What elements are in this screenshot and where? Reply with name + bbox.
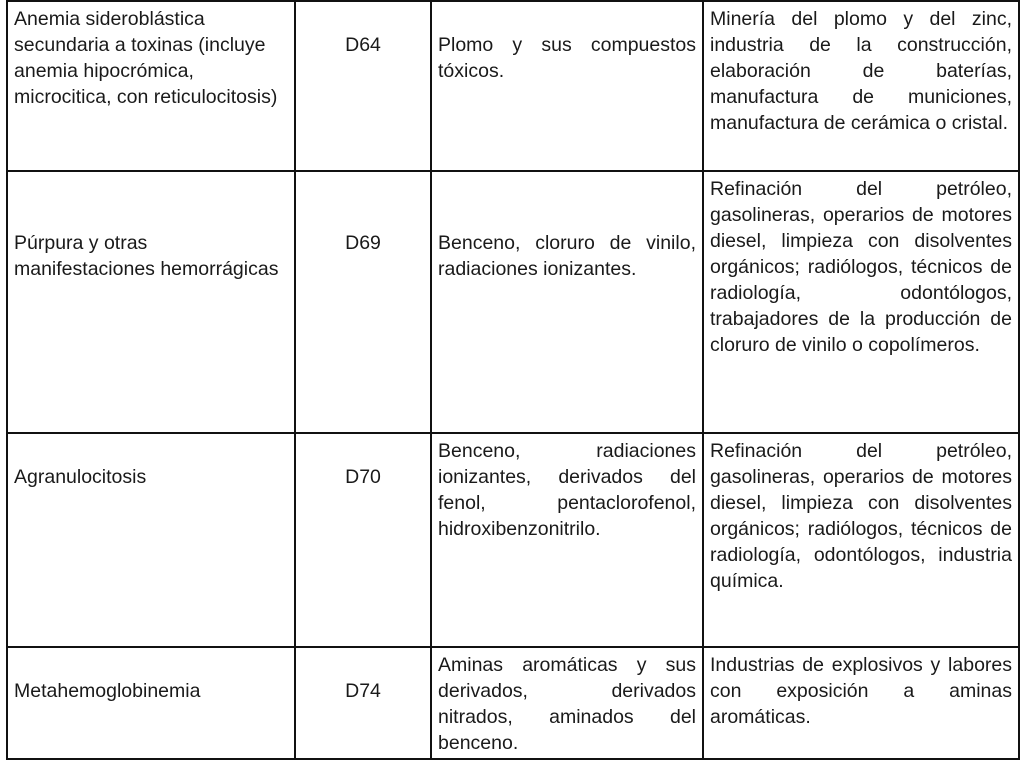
code-cell	[295, 647, 431, 759]
code-cell	[295, 171, 431, 433]
occupations-text: Minería del plomo y del zinc, industria de la construcción, elaboración de baterías, manufactura de municiones, manufactura de cerámica o cristal.	[710, 8, 1012, 134]
occupations-cell	[703, 171, 1019, 433]
icd-code: D64	[345, 34, 381, 56]
causal-agent: Aminas aromáticas y sus derivados, derivados nitrados, aminados del benceno.	[438, 654, 696, 754]
disease-name: Agranulocitosis	[14, 466, 147, 488]
disease-cell	[7, 647, 295, 759]
disease-name: Púrpura y otras manifestaciones hemorrágicas	[14, 232, 279, 280]
agent-cell	[431, 433, 703, 647]
occupational-disease-table	[6, 0, 1020, 760]
occupations-cell	[703, 647, 1019, 759]
occupations-cell	[703, 433, 1019, 647]
disease-cell	[7, 1, 295, 171]
causal-agent: Benceno, radiaciones ionizantes, derivados del fenol, pentaclorofenol, hidroxibenzonitrilo.	[438, 440, 696, 540]
code-cell	[295, 433, 431, 647]
agent-cell	[431, 171, 703, 433]
disease-name: Anemia sideroblástica secundaria a toxinas (incluye anemia hipocrómica, microcitica, con reticulocitosis)	[14, 8, 278, 108]
table-row	[7, 647, 1019, 759]
occupations-text: Industrias de explosivos y labores con exposición a aminas aromáticas.	[710, 654, 1012, 728]
disease-cell	[7, 171, 295, 433]
agent-cell	[431, 1, 703, 171]
table-row	[7, 171, 1019, 433]
occupations-cell	[703, 1, 1019, 171]
table-row	[7, 1, 1019, 171]
causal-agent: Plomo y sus compuestos tóxicos.	[438, 34, 696, 82]
disease-cell	[7, 433, 295, 647]
occupations-text: Refinación del petróleo, gasolineras, operarios de motores diesel, limpieza con disolventes orgánicos; radiólogos, técnicos de radiología, odontólogos, trabajadores de la producción de cloruro de vinilo o copolímeros.	[710, 178, 1012, 356]
agent-cell	[431, 647, 703, 759]
occupations-text: Refinación del petróleo, gasolineras, operarios de motores diesel, limpieza con disolventes orgánicos; radiólogos, técnicos de radiología, odontólogos, industria química.	[710, 440, 1012, 592]
causal-agent: Benceno, cloruro de vinilo, radiaciones ionizantes.	[438, 232, 696, 280]
icd-code: D74	[345, 680, 381, 702]
icd-code: D70	[345, 466, 381, 488]
table-row	[7, 433, 1019, 647]
icd-code: D69	[345, 232, 381, 254]
code-cell	[295, 1, 431, 171]
disease-name: Metahemoglobinemia	[14, 680, 201, 702]
